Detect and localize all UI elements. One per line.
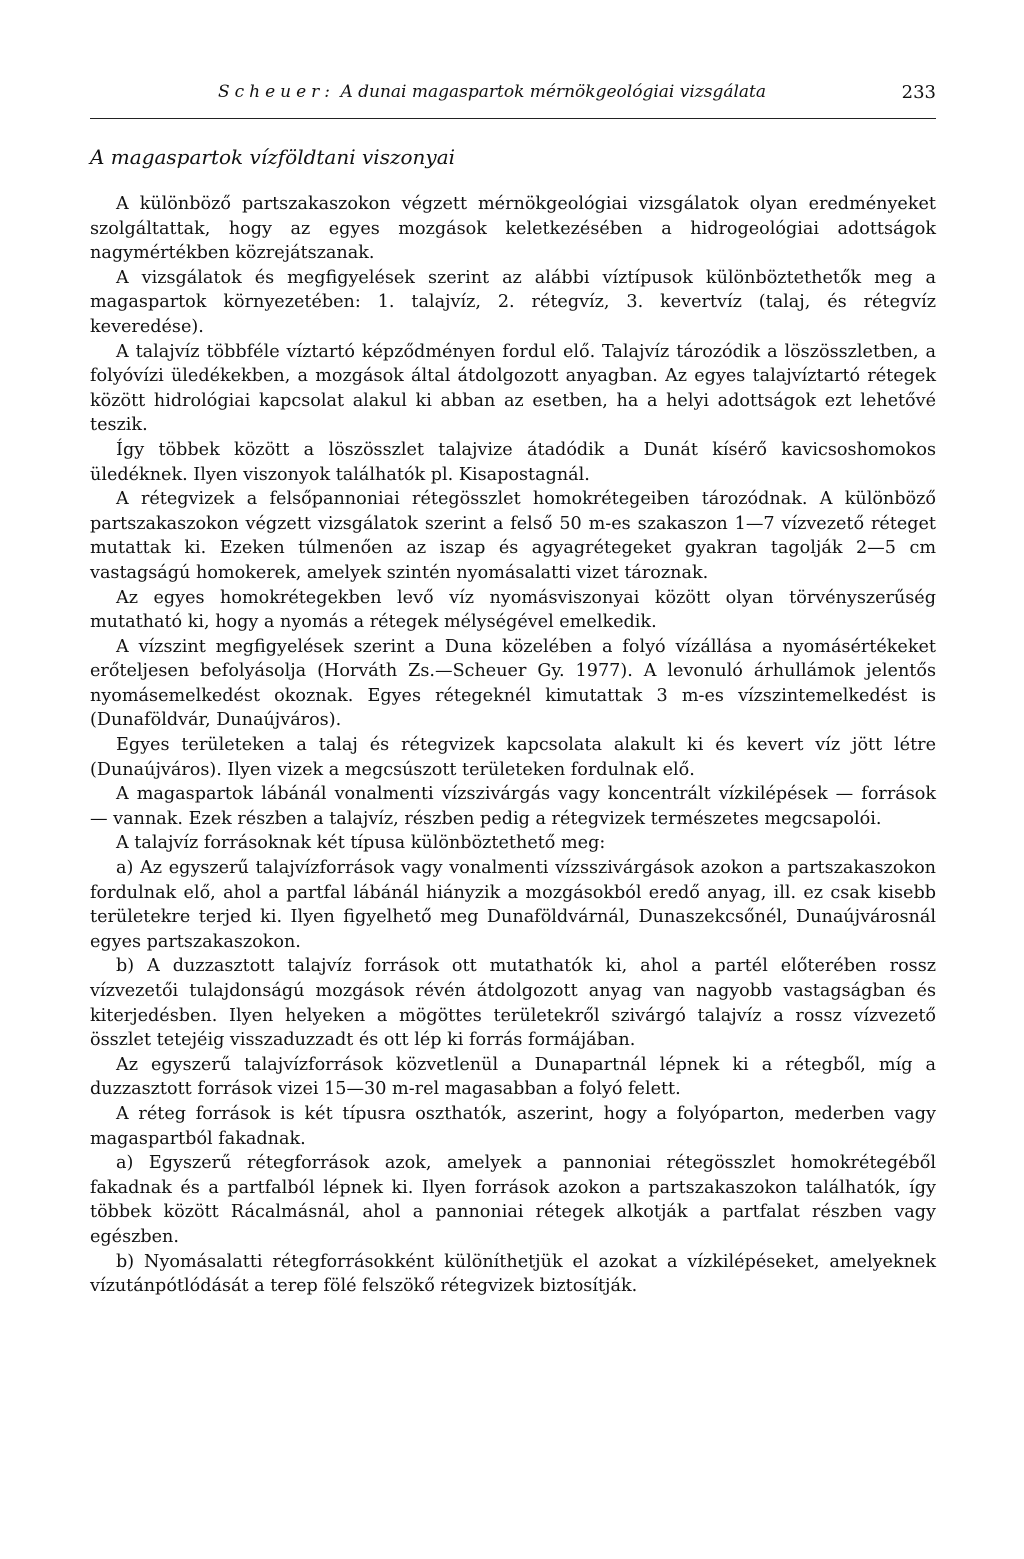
list-item-b: b) Nyomásalatti rétegforrásokként különíthetjük el azokat a vízkilépéseket, amelyeknek vízutánpótlódását a terep fölé felszökő rétegvizek biztosítják. [90,1251,936,1297]
header-author: Scheuer: [218,82,336,102]
paragraph: A vizsgálatok és megfigyelések szerint az alábbi víztípusok különböztethetők meg a magaspartok környezetében: 1. talajvíz, 2. rétegvíz, 3. kevertvíz (talaj, és rétegvíz keveredése). [90,267,936,337]
section-title: A magaspartok vízföldtani viszonyai [90,145,456,169]
running-head [90,78,936,119]
paragraph: Az egyes homokrétegekben levő víz nyomásviszonyai között olyan törvényszerűség mutatható ki, hogy a nyomás a rétegek mélységével emelkedik. [90,587,936,633]
paragraph: A különböző partszakaszokon végzett mérnökgeológiai vizsgálatok olyan eredményeket szolgáltattak, hogy az egyes mozgások keletkezésében a hidrogeológiai adottságok nagymértékben közrejátszanak. [90,194,936,264]
paragraph: A réteg források is két típusra oszthatók, aszerint, hogy a folyóparton, mederben vagy magaspartból fakadnak. [90,1103,936,1149]
running-head-title [218,78,766,106]
paragraph: A magaspartok lábánál vonalmenti vízszivárgás vagy koncentrált vízkilépések — források — vannak. Ezek részben a talajvíz, részben pedig a rétegvizek természetes megcsapolói. [90,784,936,829]
paragraph: A rétegvizek a felsőpannoniai rétegösszlet homokrétegeiben tározódnak. A különböző partszakaszokon végzett vizsgálatok szerint a felső 50 m-es szakaszon 1—7 vízvezető réteget mutattak ki. Ezeken túlmenően az iszap és agyagrétegeket gyakran tagolják 2—5 cm vastagságú homokerek, amelyek szintén nyomásalatti vizet tároznak. [90,489,936,583]
list-item-b: b) A duzzasztott talajvíz források ott mutathatók ki, ahol a partél előterében rossz vízvezetői tulajdonságú mozgások révén átdolgozott anyag van nagyobb vastagságban és kiterjedésben. Ilyen helyeken a mögöttes területekről szivárgó talajvíz a rossz vízvezető összlet tetejéig visszaduzzadt és ott lép ki forrás formájában. [90,956,936,1051]
list-item-a: a) Egyszerű rétegforrások azok, amelyek a pannoniai rétegösszlet homokrétegéből fakadnak és a partfalból lépnek ki. Ilyen források azokon a partszakaszokon találhatók, így többek között Rácalmásnál, ahol a pannoniai rétegek alkotják a partfalat részben vagy egészben. [90,1153,936,1247]
paragraph: Az egyszerű talajvízforrások közvetlenül a Dunapartnál lépnek ki a rétegből, míg a duzzasztott források vizei 15—30 m-rel magasabban a folyó felett. [90,1054,936,1100]
header-title: A dunai magaspartok mérnökgeológiai vizsgálata [340,82,767,102]
paragraph: Így többek között a löszösszlet talajvize átadódik a Dunát kísérő kavicsoshomokos üledéknek. Ilyen viszonyok találhatók pl. Kisapostagnál. [90,439,936,485]
paragraph: A talajvíz forrásoknak két típusa különböztethető meg: [116,833,606,854]
list-item-a: a) Az egyszerű talajvízforrások vagy vonalmenti vízsszivárgások azokon a partszakaszokon fordulnak elő, ahol a partfal lábánál hiányzik a mozgásokból eredő anyag, ill. ez csak kisebb területekre terjed ki. Ilyen figyelhető meg Dunaföldvárnál, Dunaszekcsőnél, Dunaújvárosnál egyes partszakaszokon. [90,858,936,952]
paragraph: A talajvíz többféle víztartó képződményen fordul elő. Talajvíz tározódik a löszösszletben, a folyóvízi üledékekben, a mozgások által átdolgozott anyagban. Az egyes talajvíztartó rétegek között hidrológiai kapcsolat alakul ki abban az esetben, ha a helyi adottságok ezt lehetővé teszik. [90,341,936,436]
paragraph: Egyes területeken a talaj és rétegvizek kapcsolata alakult ki és kevert víz jött létre (Dunaújváros). Ilyen vizek a megcsúszott területeken fordulnak elő. [90,735,936,780]
paragraph: A vízszint megfigyelések szerint a Duna közelében a folyó vízállása a nyomásértékeket erőteljesen befolyásolja (Horváth Zs.—Scheuer Gy. 1977). A levonuló árhullámok jelentős nyomásemelkedést okoznak. Egyes rétegeknél kimutattak 3 m-es vízszintemelkedést is (Dunaföldvár, Dunaújváros). [90,636,936,731]
page-number: 233 [901,82,936,103]
body-text [90,192,936,1299]
